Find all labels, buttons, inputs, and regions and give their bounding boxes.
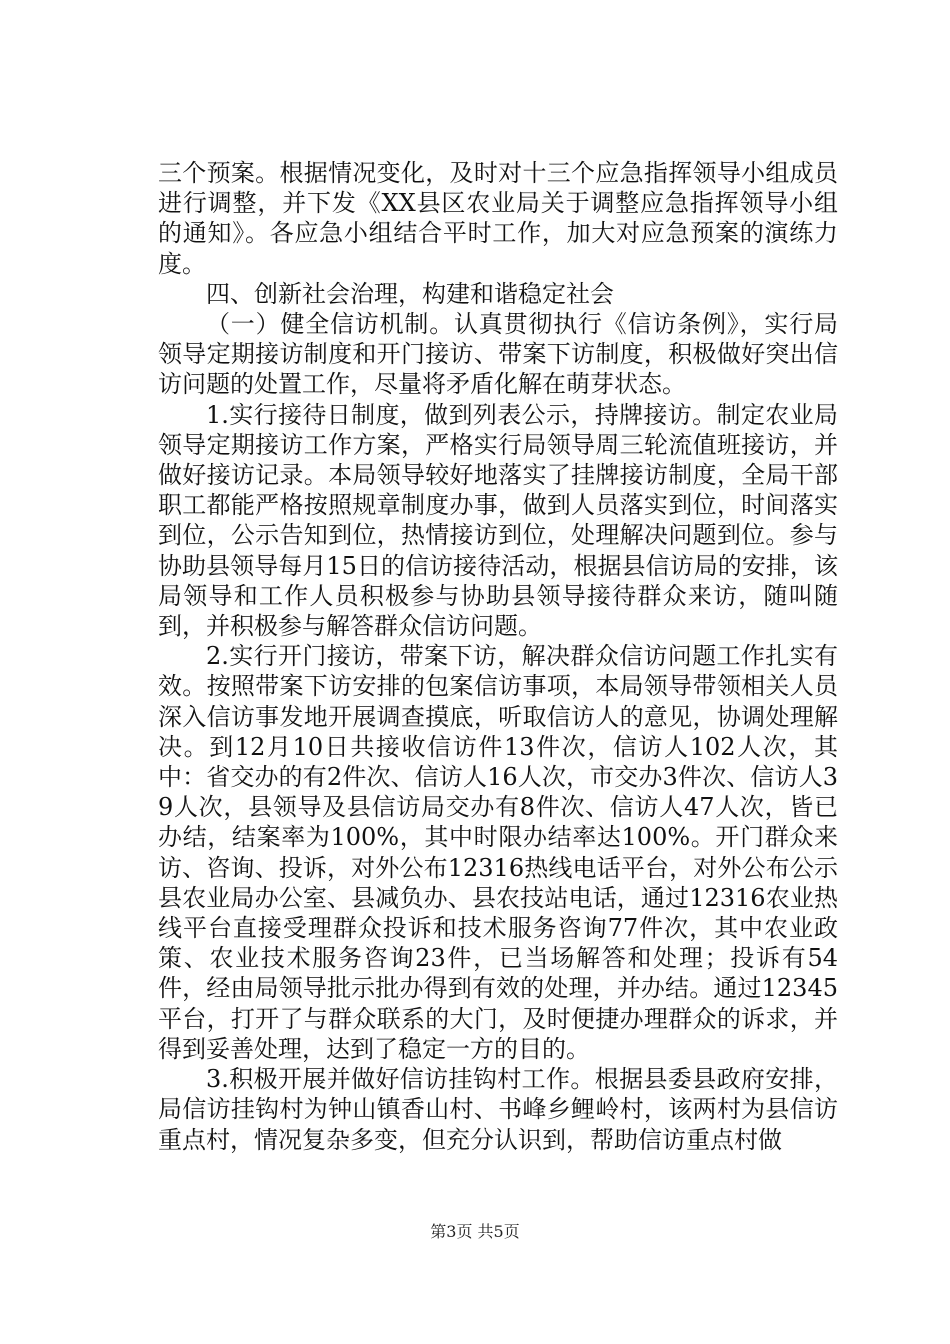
paragraph-emergency-plans: 三个预案。根据情况变化，及时对十三个应急指挥领导小组成员进行调整，并下发《XX县区农业局关于调整应急指挥领导小组的通知》。各应急小组结合平时工作，加大对应急预案的演练力度。	[158, 159, 838, 278]
paragraph-open-reception: 2.实行开门接访，带案下访，解决群众信访问题工作扎实有效。按照带案下访安排的包案信访事项，本局领导带领相关人员深入信访事发地开展调查摸底，听取信访人的意见，协调处理解决。到12月10日共接收信访件13件次，信访人102人次，其中：省交办的有2件次、信访人16人次，市交办3件次、信访人39人次，县领导及县信访局交办有8件次、信访人47人次，皆已办结，结案率为100%，其中时限办结率达100%。开门群众来访、咨询、投诉，对外公布12316热线电话平台，对外公布公示县农业局办公室、县减负办、县农技站电话，通过12316农业热线平台直接受理群众投诉和技术服务咨询77件次，其中农业政策、农业技术服务咨询23件，已当场解答和处理；投诉有54件，经由局领导批示批办得到有效的处理，并办结。通过12345平台，打开了与群众联系的大门，及时便捷办理群众的诉求，并得到妥善处理，达到了稳定一方的目的。	[158, 642, 838, 1063]
document-body	[158, 158, 838, 1155]
paragraph-linked-villages: 3.积极开展并做好信访挂钩村工作。根据县委县政府安排，局信访挂钩村为钟山镇香山村、书峰乡鲤岭村，该两村为县信访重点村，情况复杂多变，但充分认识到，帮助信访重点村做	[158, 1065, 838, 1154]
page-number-footer: 第3页 共5页	[430, 1222, 520, 1241]
section-heading-social-governance: 四、创新社会治理，构建和谐稳定社会	[206, 279, 614, 308]
paragraph-reception-day: 1.实行接待日制度，做到列表公示，持牌接访。制定农业局领导定期接访工作方案，严格实行局领导周三轮流值班接访，并做好接访记录。本局领导较好地落实了挂牌接访制度，全局干部职工都能严格按照规章制度办事，做到人员落实到位，时间落实到位，公示告知到位，热情接访到位，处理解决问题到位。参与协助县领导每月15日的信访接待活动，根据县信访局的安排，该局领导和工作人员积极参与协助县领导接待群众来访，随叫随到，并积极参与解答群众信访问题。	[158, 400, 838, 641]
paragraph-petition-mechanism: （一）健全信访机制。认真贯彻执行《信访条例》，实行局领导定期接访制度和开门接访、带案下访制度，积极做好突出信访问题的处置工作，尽量将矛盾化解在萌芽状态。	[158, 310, 838, 399]
